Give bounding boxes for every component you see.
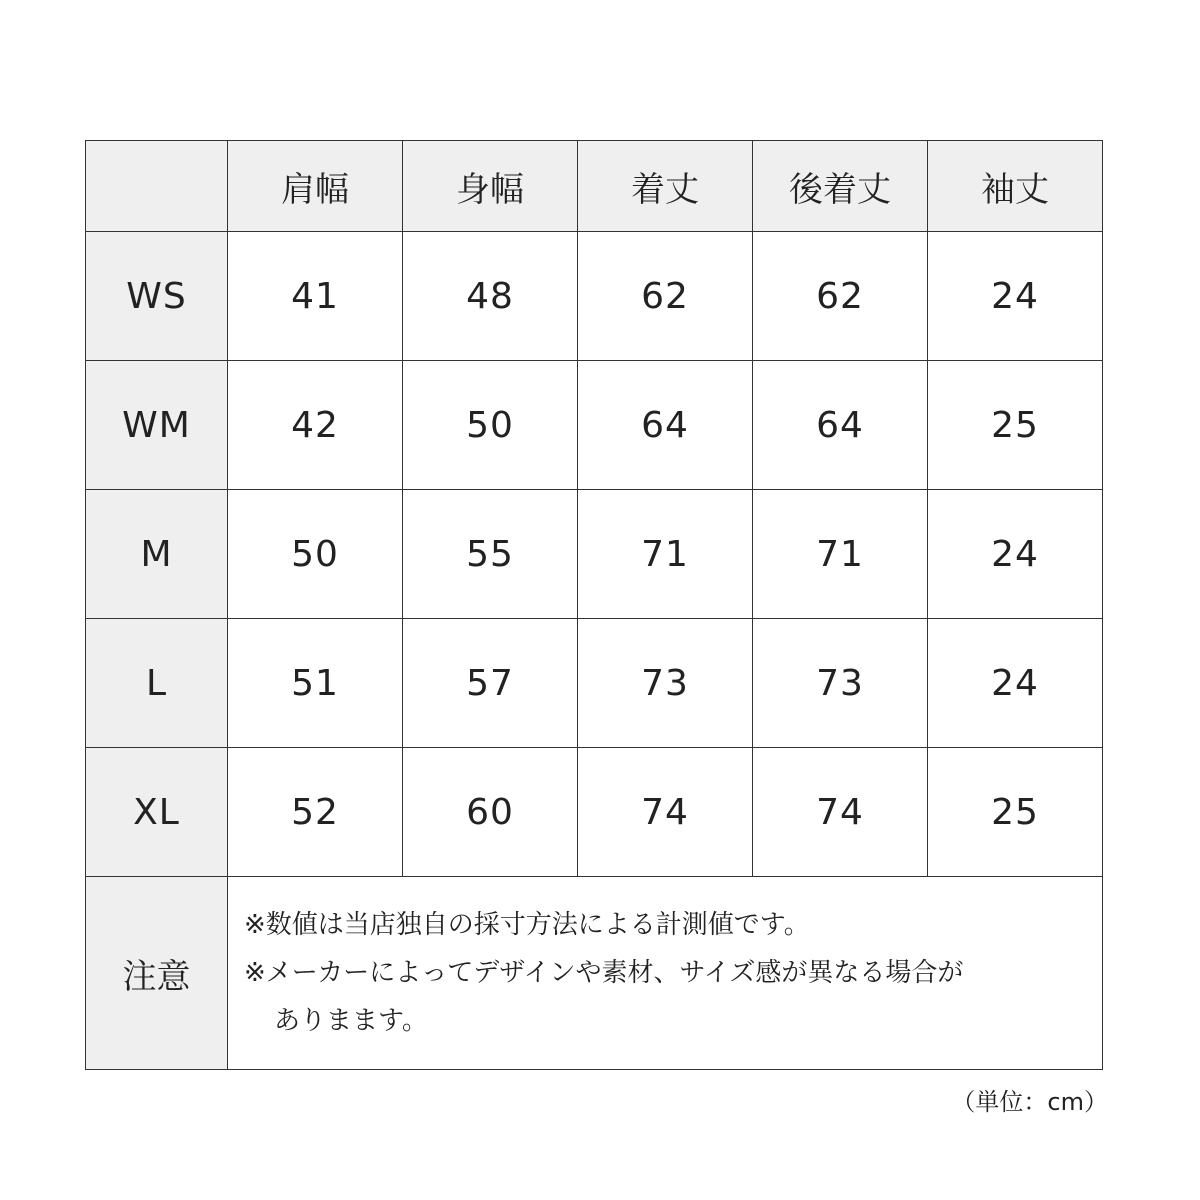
table-cell: 24 xyxy=(928,490,1103,619)
header-length: 着丈 xyxy=(578,141,753,232)
table-cell: 64 xyxy=(578,361,753,490)
table-cell: 50 xyxy=(228,490,403,619)
table-cell: 62 xyxy=(578,232,753,361)
header-body-width: 身幅 xyxy=(403,141,578,232)
table-cell: 24 xyxy=(928,619,1103,748)
note-line: ※メーカーによってデザインや素材、サイズ感が異なる場合が xyxy=(244,958,964,988)
table-cell: 55 xyxy=(403,490,578,619)
table-cell: 73 xyxy=(578,619,753,748)
size-label: XL xyxy=(86,748,228,877)
table-cell: 24 xyxy=(928,232,1103,361)
table-cell: 71 xyxy=(578,490,753,619)
table-cell: 71 xyxy=(753,490,928,619)
note-text xyxy=(228,877,1103,1070)
table-row xyxy=(86,361,1103,490)
table-cell: 25 xyxy=(928,748,1103,877)
table-cell: 64 xyxy=(753,361,928,490)
table-cell: 74 xyxy=(578,748,753,877)
header-row xyxy=(86,141,1103,232)
header-back-length: 後着丈 xyxy=(753,141,928,232)
table-cell: 50 xyxy=(403,361,578,490)
note-line: ※数値は当店独自の採寸方法による計測値です。 xyxy=(244,910,810,940)
table-cell: 60 xyxy=(403,748,578,877)
table-row xyxy=(86,619,1103,748)
size-label: M xyxy=(86,490,228,619)
size-label: WM xyxy=(86,361,228,490)
table-cell: 25 xyxy=(928,361,1103,490)
table-cell: 41 xyxy=(228,232,403,361)
header-shoulder-width: 肩幅 xyxy=(228,141,403,232)
table-cell: 62 xyxy=(753,232,928,361)
table-cell: 42 xyxy=(228,361,403,490)
corner-cell xyxy=(86,141,228,232)
size-chart-table xyxy=(85,140,1103,1070)
table-cell: 52 xyxy=(228,748,403,877)
table-row xyxy=(86,232,1103,361)
table-cell: 48 xyxy=(403,232,578,361)
table-row xyxy=(86,748,1103,877)
table-cell: 57 xyxy=(403,619,578,748)
note-label: 注意 xyxy=(86,877,228,1070)
note-row xyxy=(86,877,1103,1070)
table-cell: 51 xyxy=(228,619,403,748)
table-cell: 73 xyxy=(753,619,928,748)
note-line: ありまます。 xyxy=(274,1006,428,1036)
table-row xyxy=(86,490,1103,619)
size-label: WS xyxy=(86,232,228,361)
size-label: L xyxy=(86,619,228,748)
header-sleeve-length: 袖丈 xyxy=(928,141,1103,232)
table-cell: 74 xyxy=(753,748,928,877)
unit-label: （単位：cm） xyxy=(951,1088,1108,1116)
